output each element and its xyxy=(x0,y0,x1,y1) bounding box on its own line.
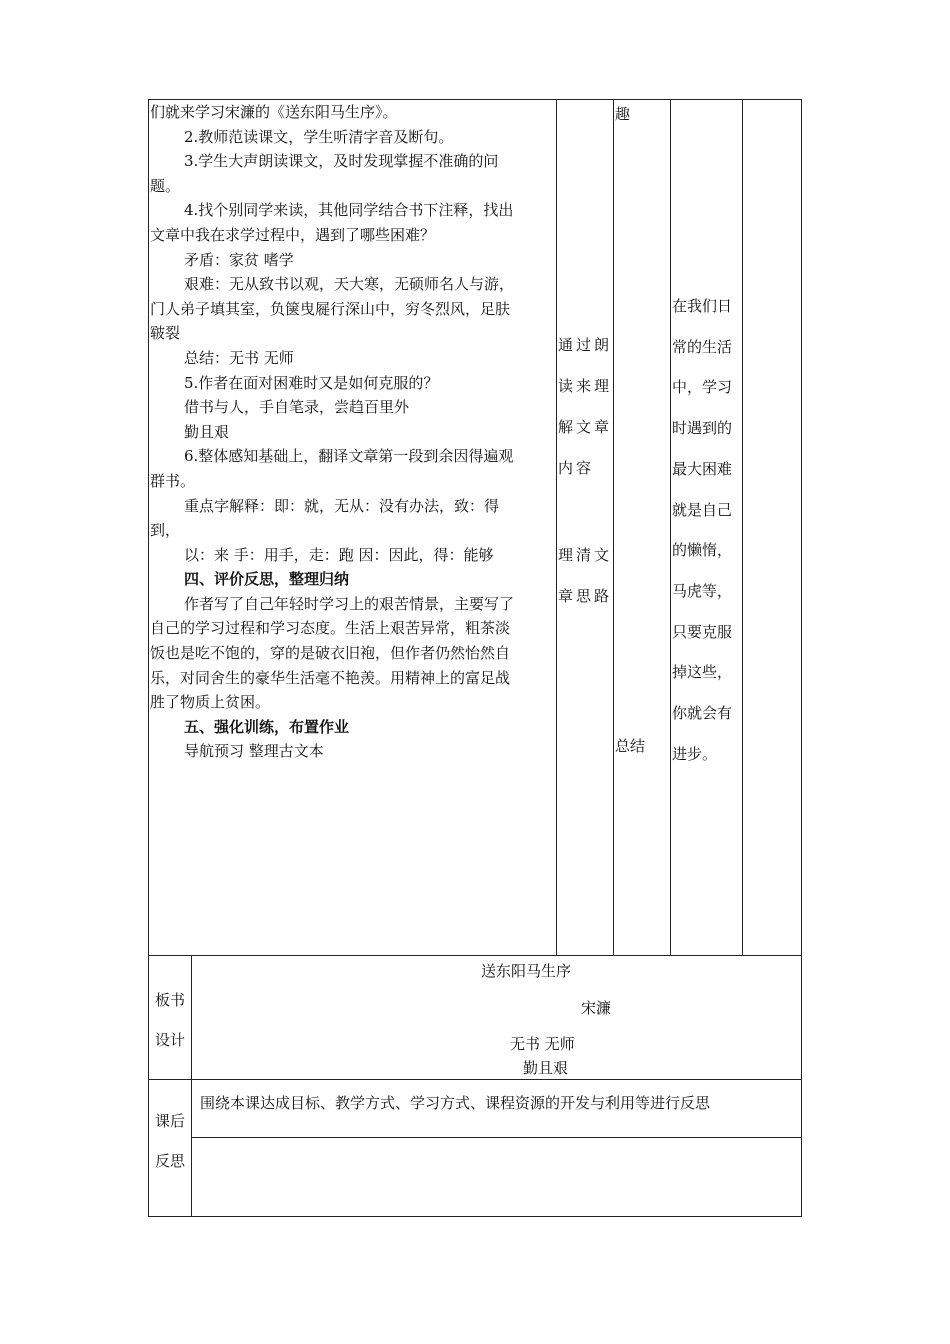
procedure-line: 5.作者在面对困难时又是如何克服的？ xyxy=(184,373,439,392)
procedure-line: 借书与人，手自笔录，尝趋百里外 xyxy=(184,398,410,417)
procedure-line: 导航预习 整理古文本 xyxy=(184,742,324,761)
table-row-divider-1 xyxy=(148,955,802,956)
note-line: 常的生活 xyxy=(672,337,733,356)
procedure-line: 到， xyxy=(150,521,181,540)
teaching-procedure-cell xyxy=(150,100,554,764)
column-divider-3 xyxy=(670,99,671,955)
procedure-line: 作者写了自己年轻时学习上的艰苦情景，主要写了 xyxy=(184,594,515,613)
board-author: 宋濂 xyxy=(581,999,612,1017)
procedure-line: 总结：无书 无师 xyxy=(184,348,294,367)
table-right-border xyxy=(801,99,802,1217)
column-divider-4 xyxy=(742,99,743,955)
student-note-top: 趣 xyxy=(615,105,631,123)
procedure-line: 4.找个别同学来读，其他同学结合书下注释，找出 xyxy=(184,201,514,220)
intent-block-structure xyxy=(558,535,612,617)
intent-block-reading xyxy=(558,325,612,489)
procedure-line: 五、强化训练，布置作业 xyxy=(184,717,350,736)
procedure-line: 门人弟子填其室，负箧曳屣行深山中，穷冬烈风，足肤 xyxy=(150,299,511,318)
note-line: 的懒惰， xyxy=(672,541,733,560)
note-line: 最大困难 xyxy=(672,459,733,478)
procedure-line: 四、评价反思，整理归纳 xyxy=(184,570,350,589)
board-label-line2: 设计 xyxy=(154,1031,185,1049)
reflection-label-line1: 课后 xyxy=(154,1112,185,1130)
intent-line: 理清文 xyxy=(558,546,613,564)
intent-line: 读来理 xyxy=(558,377,613,395)
table-left-border xyxy=(148,99,149,1217)
reflection-inner-divider xyxy=(191,1137,802,1138)
procedure-line: 3.学生大声朗读课文，及时发现掌握不准确的问 xyxy=(184,152,499,171)
procedure-line: 自己的学习过程和学习态度。生活上艰苦异常，粗茶淡 xyxy=(150,619,511,638)
note-line: 中，学习 xyxy=(672,378,733,397)
note-line: 你就会有 xyxy=(672,704,733,723)
procedure-line: 饭也是吃不饱的，穿的是破衣旧袍，但作者仍然怡然自 xyxy=(150,644,511,663)
procedure-line: 以：来 手：用手，走：跑 因：因此，得：能够 xyxy=(184,545,494,564)
table-bottom-border xyxy=(148,1216,802,1217)
note-line: 只要克服 xyxy=(672,622,733,641)
reflection-label xyxy=(150,1101,190,1181)
procedure-line: 艰难：无从致书以观，天大寒，无硕师名人与游， xyxy=(184,275,515,294)
board-line-1: 无书 无师 xyxy=(510,1035,575,1053)
procedure-line: 文章中我在求学过程中，遇到了哪些困难？ xyxy=(150,225,436,244)
note-line: 马虎等， xyxy=(672,581,733,600)
procedure-line: 题。 xyxy=(150,176,181,195)
reflection-prompt: 围绕本课达成目标、教学方式、学习方式、课程资源的开发与利用等进行反思 xyxy=(200,1094,711,1112)
procedure-line: 乐，对同舍生的豪华生活毫不艳羡。用精神上的富足战 xyxy=(150,668,511,687)
board-design-label xyxy=(150,980,190,1060)
student-note-bottom: 总结 xyxy=(615,737,646,755)
procedure-line: 群书。 xyxy=(150,471,196,490)
board-label-line1: 板书 xyxy=(154,991,185,1009)
board-line-2: 勤且艰 xyxy=(523,1059,569,1077)
note-line: 在我们日 xyxy=(672,297,733,315)
note-line: 掉这些， xyxy=(672,663,733,682)
procedure-line: 矛盾：家贫 嗜学 xyxy=(184,250,294,269)
table-row-divider-2 xyxy=(148,1079,802,1080)
note-line: 时遇到的 xyxy=(672,419,733,438)
note-line: 进步。 xyxy=(672,744,718,763)
procedure-line: 胜了物质上贫困。 xyxy=(150,693,271,712)
board-title: 送东阳马生序 xyxy=(481,962,572,980)
intent-line: 通过朗 xyxy=(558,336,613,354)
intent-line: 章思路 xyxy=(558,587,613,605)
reflection-label-line2: 反思 xyxy=(154,1152,185,1170)
procedure-line: 勤且艰 xyxy=(184,422,230,441)
label-column-divider xyxy=(191,955,192,1217)
procedure-line: 们就来学习宋濂的《送东阳马生序》。 xyxy=(150,103,398,121)
intent-line: 解文章 xyxy=(558,418,613,436)
intent-line: 内容 xyxy=(558,459,595,477)
teacher-note-cell xyxy=(672,286,742,774)
note-line: 就是自己 xyxy=(672,500,733,519)
column-divider-2 xyxy=(613,99,614,955)
column-divider-1 xyxy=(556,99,557,955)
procedure-line: 6.整体感知基础上，翻译文章第一段到余因得遍观 xyxy=(184,447,514,466)
procedure-line: 皲裂 xyxy=(150,324,181,343)
procedure-line: 2.教师范读课文，学生听清字音及断句。 xyxy=(184,127,454,146)
procedure-line: 重点字解释：即：就，无从：没有办法，致：得 xyxy=(184,496,500,515)
